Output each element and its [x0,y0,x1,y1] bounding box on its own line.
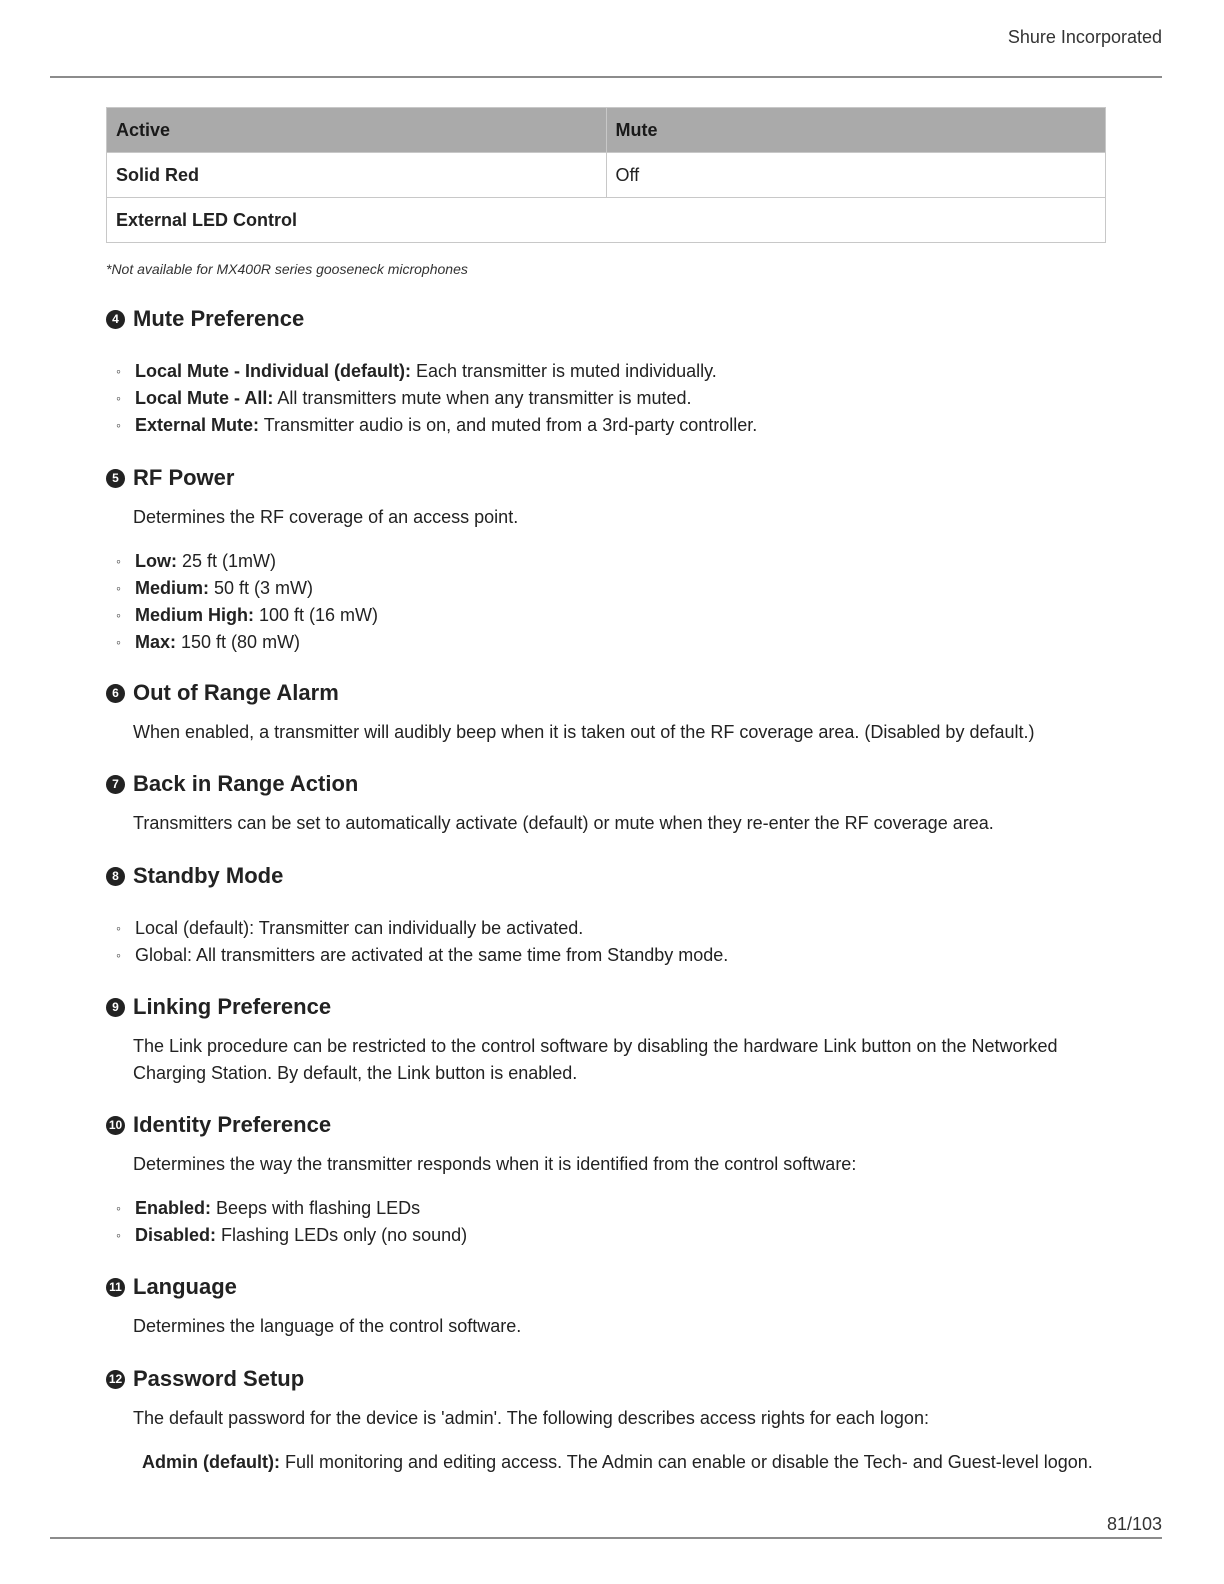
number-badge-icon: 11 [106,1278,125,1297]
section-title: Mute Preference [133,306,305,331]
table-header-cell: Mute [606,108,1106,153]
item-text: 100 ft (16 mW) [254,605,379,625]
section-title: Language [133,1274,237,1299]
section-title: Password Setup [133,1366,305,1391]
section-rf-power [106,465,1106,656]
list-item [116,385,1106,412]
section-heading [106,465,1106,491]
section-linking-preference [106,994,1106,1087]
item-label: Medium High: [135,605,254,625]
section-description: The default password for the device is 'admin'. The following describes access rights for each logon: [133,1408,929,1428]
table-cell: Off [606,153,1106,198]
number-badge-icon: 9 [106,998,125,1017]
item-label: Admin (default): [142,1452,280,1472]
item-label: Max: [135,632,177,652]
section-title: RF Power [133,465,235,490]
section-description: Determines the RF coverage of an access point. [133,507,519,527]
table-row [107,153,1106,198]
section-description: Determines the language of the control software. [133,1316,522,1336]
section-standby-mode [106,863,1106,969]
bullet-list [106,1195,1106,1249]
bullet-list [106,358,1106,439]
list-item [116,1222,1106,1249]
list-item [116,602,1106,629]
section-back-in-range-action [106,771,1106,837]
section-description: Determines the way the transmitter responds when it is identified from the control software: [133,1154,857,1174]
section-description: Transmitters can be set to automatically activate (default) or mute when they re-enter the RF coverage area. [133,813,994,833]
header-divider [50,76,1162,78]
section-description: The Link procedure can be restricted to the control software by disabling the hardware Link button on the Networked Charging Station. By default, the Link button is enabled. [133,1036,1058,1083]
section-title: Out of Range Alarm [133,680,339,705]
item-text: Flashing LEDs only (no sound) [216,1225,468,1245]
section-title: Identity Preference [133,1112,332,1137]
item-label: External Mute: [135,415,260,435]
item-text: Each transmitter is muted individually. [411,361,717,381]
section-title: Standby Mode [133,863,284,888]
section-heading [106,306,1106,332]
section-title: Back in Range Action [133,771,359,796]
page-number: 81/103 [1106,1514,1162,1534]
section-mute-preference [106,306,1106,439]
led-behavior-table [106,107,1106,243]
list-item [116,1195,1106,1222]
section-language [106,1274,1106,1340]
number-badge-icon: 4 [106,310,125,329]
section-identity-preference [106,1112,1106,1249]
item-text: 25 ft (1mW) [177,551,277,571]
section-out-of-range-alarm [106,680,1106,746]
list-item: ◦ Local (default): Transmitter can individually be activated. [116,915,1106,942]
table-cell: External LED Control [107,198,1106,243]
list-item [116,629,1106,656]
section-password-setup [106,1366,1106,1476]
section-heading [106,863,1106,889]
number-badge-icon: 5 [106,469,125,488]
table-cell: Solid Red [107,153,607,198]
bullet-list [106,915,1106,969]
list-item [116,358,1106,385]
item-text: All transmitters mute when any transmitter is muted. [273,388,692,408]
number-badge-icon: 6 [106,684,125,703]
number-badge-icon: 8 [106,867,125,886]
item-text: Transmitter audio is on, and muted from a 3rd-party controller. [259,415,758,435]
table-row [107,198,1106,243]
section-heading [106,1366,1106,1392]
list-item: ◦ Global: All transmitters are activated at the same time from Standby mode. [116,942,1106,969]
item-label: Medium: [135,578,209,598]
number-badge-icon: 7 [106,775,125,794]
section-heading [106,771,1106,797]
item-label: Local Mute - All: [135,388,274,408]
company-name: Shure Incorporated [1007,27,1162,47]
footer-divider [50,1537,1162,1539]
item-text: Full monitoring and editing access. The Admin can enable or disable the Tech- and Guest-level logon. [279,1452,1093,1472]
section-description: When enabled, a transmitter will audibly beep when it is taken out of the RF coverage area. (Disabled by default.) [133,722,1035,742]
item-label: Disabled: [135,1225,217,1245]
section-title: Linking Preference [133,994,332,1019]
section-heading [106,680,1106,706]
number-badge-icon: 12 [106,1370,125,1389]
item-label: Local Mute - Individual (default): [135,361,411,381]
bullet-list [106,548,1106,656]
item-text: 50 ft (3 mW) [209,578,314,598]
item-text: 150 ft (80 mW) [176,632,301,652]
item-label: Enabled: [135,1198,212,1218]
table-header-row [107,108,1106,153]
section-heading [106,1274,1106,1300]
list-item [116,575,1106,602]
table-header-cell: Active [107,108,607,153]
number-badge-icon: 10 [106,1116,125,1135]
footnote: *Not available for MX400R series gooseneck microphones [106,261,468,277]
section-heading [106,994,1106,1020]
item-label: Low: [135,551,177,571]
admin-access-line [142,1449,1106,1476]
section-heading [106,1112,1106,1138]
list-item [116,412,1106,439]
list-item [116,548,1106,575]
item-text: Beeps with flashing LEDs [211,1198,421,1218]
